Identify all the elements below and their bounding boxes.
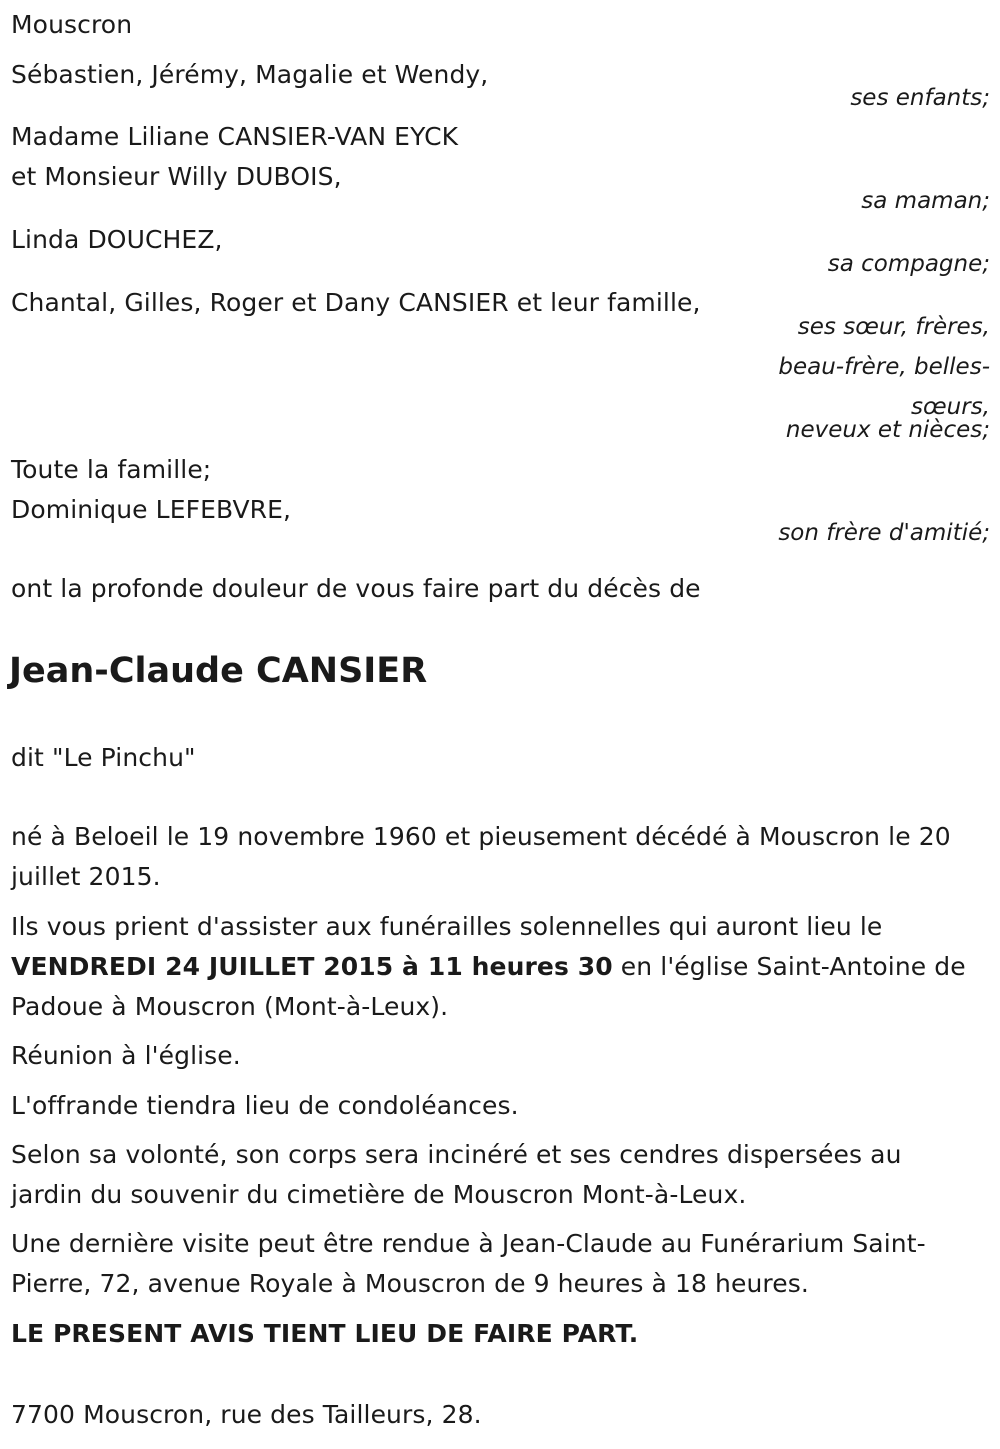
birth-death-line1: né à Beloeil le 19 novembre 1960 et pieusement décédé à Mouscron le 20	[11, 822, 951, 851]
siblings-relation-line3: sœurs,	[911, 394, 990, 420]
funeral-line1: Ils vous prient d'assister aux funérailles solennelles qui auront lieu le	[11, 912, 883, 941]
funeral-line2	[11, 947, 966, 987]
wishes-line1: Selon sa volonté, son corps sera incinéré et ses cendres dispersées au	[11, 1140, 902, 1169]
mother-relation: sa maman;	[861, 188, 990, 214]
funeral-date: VENDREDI 24 JUILLET 2015 à 11 heures 30	[11, 952, 613, 981]
visit-line2: Pierre, 72, avenue Royale à Mouscron de 9 heures à 18 heures.	[11, 1269, 809, 1298]
location: Mouscron	[11, 10, 133, 39]
partner-name: Linda DOUCHEZ,	[11, 225, 223, 254]
whole-family: Toute la famille;	[11, 455, 212, 484]
mother-partner-name: et Monsieur Willy DUBOIS,	[11, 162, 342, 191]
siblings-relation-line2: beau-frère, belles-	[778, 354, 990, 380]
funeral-line3: Padoue à Mouscron (Mont-à-Leux).	[11, 992, 449, 1021]
children-relation: ses enfants;	[850, 85, 990, 111]
partner-relation: sa compagne;	[827, 251, 990, 277]
birth-death-line2: juillet 2015.	[11, 862, 161, 891]
children-names: Sébastien, Jérémy, Magalie et Wendy,	[11, 60, 489, 89]
siblings-relation-line4: neveux et nièces;	[785, 417, 990, 443]
mother-name: Madame Liliane CANSIER-VAN EYCK	[11, 122, 459, 151]
deceased-nickname: dit "Le Pinchu"	[11, 743, 196, 772]
visit-line1: Une dernière visite peut être rendue à Jean-Claude au Funérarium Saint-	[11, 1229, 926, 1258]
address-text: 7700 Mouscron, rue des Tailleurs, 28.	[11, 1400, 482, 1429]
notice-text: LE PRESENT AVIS TIENT LIEU DE FAIRE PART.	[11, 1319, 639, 1348]
reunion-text: Réunion à l'église.	[11, 1041, 241, 1070]
siblings-relation-line1: ses sœur, frères,	[797, 314, 990, 340]
deceased-name: Jean-Claude CANSIER	[9, 651, 428, 691]
siblings-names: Chantal, Gilles, Roger et Dany CANSIER et leur famille,	[11, 288, 701, 317]
announcement-text: ont la profonde douleur de vous faire part du décès de	[11, 574, 701, 603]
friend-relation: son frère d'amitié;	[778, 520, 990, 546]
offering-text: L'offrande tiendra lieu de condoléances.	[11, 1091, 519, 1120]
funeral-church: en l'église Saint-Antoine de	[612, 952, 966, 981]
friend-name: Dominique LEFEBVRE,	[11, 495, 292, 524]
wishes-line2: jardin du souvenir du cimetière de Mouscron Mont-à-Leux.	[11, 1180, 747, 1209]
